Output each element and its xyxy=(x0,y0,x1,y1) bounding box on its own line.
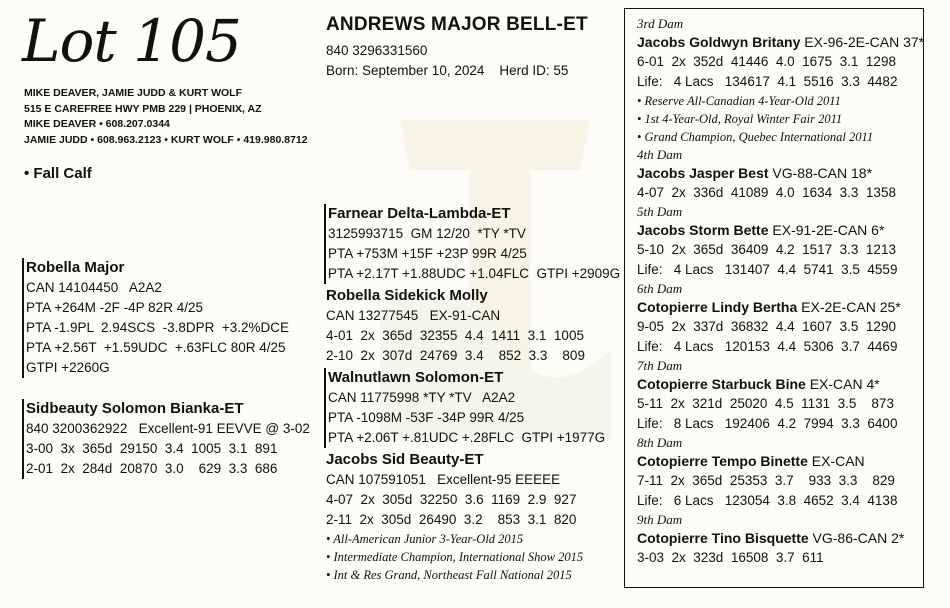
dam-classification: EX-CAN xyxy=(811,453,865,469)
dam-name: Jacobs Storm Bette xyxy=(637,222,769,238)
dam-record-line: Life: 4 Lacs 120153 4.4 5306 3.7 4469 xyxy=(637,339,898,354)
dam-generation-label: 9th Dam xyxy=(637,512,683,527)
dam-name: Jacobs Goldwyn Britany xyxy=(637,34,801,50)
dam-honor: • Reserve All-Canadian 4-Year-Old 2011 xyxy=(637,94,841,108)
sire-sire-line: PTA +2.17T +1.88UDC +1.04FLC GTPI +2909G xyxy=(328,266,621,281)
class-label: • Fall Calf xyxy=(24,165,92,182)
dam-dam-honor: • All-American Junior 3-Year-Old 2015 xyxy=(326,532,524,546)
dam-name-line xyxy=(637,528,923,548)
dam-honor: • Grand Champion, Quebec International 2011 xyxy=(637,130,874,144)
maternal-dam-entry xyxy=(637,203,923,280)
dam-line: 840 3200362922 Excellent-91 EEVVE @ 3-02 xyxy=(26,421,310,436)
sire-sire-name: Farnear Delta-Lambda-ET xyxy=(328,205,511,222)
dam-name: Cotopierre Starbuck Bine xyxy=(637,376,806,392)
dam-sire-name: Walnutlawn Solomon-ET xyxy=(328,369,504,386)
dam-dam-block xyxy=(326,450,583,584)
maternal-dam-entry xyxy=(637,15,923,146)
sire-dam-name: Robella Sidekick Molly xyxy=(326,287,488,304)
maternal-dam-entry xyxy=(637,146,923,203)
maternal-dam-entry xyxy=(637,511,923,568)
consignor-info xyxy=(24,86,308,148)
sire-block xyxy=(22,258,289,378)
consignor-phone-2: JAMIE JUDD • 608.963.2123 • KURT WOLF • 419.980.8712 xyxy=(24,133,308,146)
dam-record-line: 5-11 2x 321d 25020 4.5 1131 3.5 873 xyxy=(637,396,894,411)
dam-record-line: 3-03 2x 323d 16508 3.7 611 xyxy=(637,550,824,565)
sire-dam-line: 2-10 2x 307d 24769 3.4 852 3.3 809 xyxy=(326,348,585,363)
dam-sire-line: PTA -1098M -53F -34P 99R 4/25 xyxy=(328,410,525,425)
dam-dam-line: CAN 107591051 Excellent-95 EEEEE xyxy=(326,472,561,487)
maternal-dam-entry xyxy=(637,357,923,434)
sire-sire-block xyxy=(324,204,620,284)
dam-generation-label: 4th Dam xyxy=(637,147,683,162)
dam-name: Cotopierre Tino Bisquette xyxy=(637,530,809,546)
dam-classification: EX-2E-CAN 25* xyxy=(801,299,901,315)
consignor-names: MIKE DEAVER, JAMIE JUDD & KURT WOLF xyxy=(24,87,242,99)
dam-dam-honor: • Int & Res Grand, Northeast Fall National 2015 xyxy=(326,568,572,582)
dam-record-line: 4-07 2x 336d 41089 4.0 1634 3.3 1358 xyxy=(637,185,896,200)
dam-sire-block xyxy=(324,368,605,448)
animal-name: ANDREWS MAJOR BELL-ET xyxy=(326,14,588,35)
dam-record-line: Life: 6 Lacs 123054 3.8 4652 3.4 4138 xyxy=(637,493,898,508)
dam-line: 2-01 2x 284d 20870 3.0 629 3.3 686 xyxy=(26,461,278,476)
dam-classification: EX-91-2E-CAN 6* xyxy=(772,222,885,238)
maternal-dam-entry xyxy=(637,280,923,357)
dam-record-line: Life: 8 Lacs 192406 4.2 7994 3.3 6400 xyxy=(637,416,898,431)
sire-line: CAN 14104450 A2A2 xyxy=(26,280,162,295)
dam-record-line: Life: 4 Lacs 134617 4.1 5516 3.3 4482 xyxy=(637,74,898,89)
dam-block xyxy=(22,399,310,479)
dam-sire-line: CAN 11775998 *TY *TV A2A2 xyxy=(328,390,516,405)
dam-generation-label: 7th Dam xyxy=(637,358,683,373)
sire-dam-line: 4-01 2x 365d 32355 4.4 1411 3.1 1005 xyxy=(326,328,584,343)
dam-sire-line: PTA +2.06T +.81UDC +.28FLC GTPI +1977G xyxy=(328,430,606,445)
dam-name-line xyxy=(637,32,923,52)
dam-name-line xyxy=(637,297,923,317)
dam-line: 3-00 3x 365d 29150 3.4 1005 3.1 891 xyxy=(26,441,278,456)
consignor-address: 515 E CAREFREE HWY PMB 229 | PHOENIX, AZ xyxy=(24,102,262,115)
dam-generation-label: 3rd Dam xyxy=(637,16,684,31)
dam-name-line xyxy=(637,451,923,471)
dam-name: Sidbeauty Solomon Bianka-ET xyxy=(26,400,244,417)
dam-name-line xyxy=(637,163,923,183)
dam-honor: • 1st 4-Year-Old, Royal Winter Fair 2011 xyxy=(637,112,843,126)
maternal-line-box xyxy=(624,8,924,588)
dam-dam-line: 2-11 2x 305d 26490 3.2 853 3.1 820 xyxy=(326,512,577,527)
animal-born: Born: September 10, 2024 Herd ID: 55 xyxy=(326,63,569,78)
sire-sire-line: PTA +753M +15F +23P 99R 4/25 xyxy=(328,246,527,261)
dam-classification: EX-CAN 4* xyxy=(809,376,880,392)
dam-record-line: 6-01 2x 352d 41446 4.0 1675 3.1 1298 xyxy=(637,54,896,69)
dam-dam-name: Jacobs Sid Beauty-ET xyxy=(326,451,484,468)
dam-name: Jacobs Jasper Best xyxy=(637,165,769,181)
dam-record-line: 7-11 2x 365d 25353 3.7 933 3.3 829 xyxy=(637,473,895,488)
dam-name: Cotopierre Tempo Binette xyxy=(637,453,808,469)
dam-record-line: Life: 4 Lacs 131407 4.4 5741 3.5 4559 xyxy=(637,262,898,277)
sire-name: Robella Major xyxy=(26,259,125,276)
sire-line: GTPI +2260G xyxy=(26,360,110,375)
dam-record-line: 9-05 2x 337d 36832 4.4 1607 3.5 1290 xyxy=(637,319,896,334)
sire-line: PTA -1.9PL 2.94SCS -3.8DPR +3.2%DCE xyxy=(26,320,289,335)
dam-classification: EX-96-2E-CAN 37* xyxy=(804,34,925,50)
sire-line: PTA +2.56T +1.59UDC +.63FLC 80R 4/25 xyxy=(26,340,286,355)
dam-generation-label: 5th Dam xyxy=(637,204,683,219)
sire-dam-block xyxy=(326,286,585,366)
lot-title: Lot 105 xyxy=(22,7,241,75)
dam-name: Cotopierre Lindy Bertha xyxy=(637,299,798,315)
dam-name-line xyxy=(637,374,923,394)
dam-generation-label: 6th Dam xyxy=(637,281,683,296)
sire-line: PTA +264M -2F -4P 82R 4/25 xyxy=(26,300,203,315)
maternal-dam-entry xyxy=(637,434,923,511)
dam-record-line: 5-10 2x 365d 36409 4.2 1517 3.3 1213 xyxy=(637,242,896,257)
dam-classification: VG-86-CAN 2* xyxy=(812,530,905,546)
animal-registration: 840 3296331560 xyxy=(326,43,428,58)
sire-dam-line: CAN 13277545 EX-91-CAN xyxy=(326,308,501,323)
dam-name-line xyxy=(637,220,923,240)
dam-generation-label: 8th Dam xyxy=(637,435,683,450)
maternal-line-list xyxy=(637,15,923,568)
dam-classification: VG-88-CAN 18* xyxy=(772,165,873,181)
dam-dam-line: 4-07 2x 305d 32250 3.6 1169 2.9 927 xyxy=(326,492,577,507)
sire-sire-line: 3125993715 GM 12/20 *TY *TV xyxy=(328,226,526,241)
dam-dam-honor: • Intermediate Champion, International Show 2015 xyxy=(326,550,584,564)
consignor-phone-1: MIKE DEAVER • 608.207.0344 xyxy=(24,118,170,130)
